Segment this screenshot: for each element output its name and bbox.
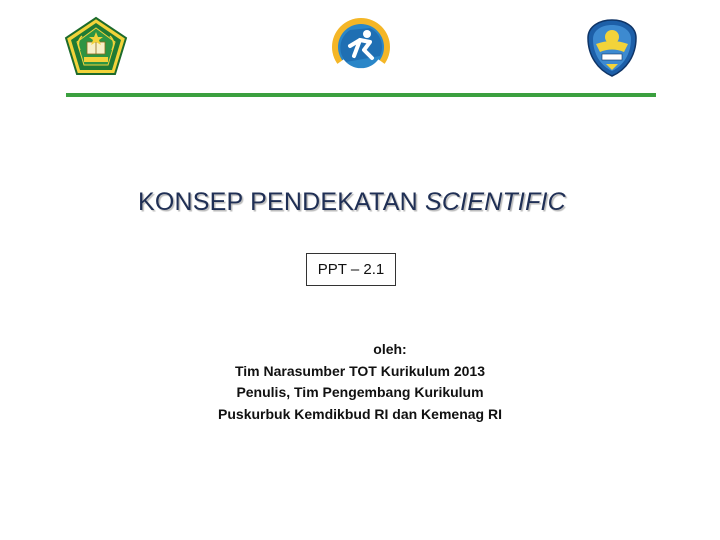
header-divider bbox=[66, 93, 656, 97]
tut-wuri-handayani-icon bbox=[584, 18, 640, 78]
credits-line-1: Tim Narasumber TOT Kurikulum 2013 bbox=[234, 362, 485, 379]
slide-title bbox=[0, 188, 704, 217]
credits-line-3: Puskurbuk Kemdikbud RI dan Kemenag RI bbox=[218, 405, 502, 422]
slide-code: PPT – 2.1 bbox=[317, 261, 385, 278]
credits-line-2: Penulis, Tim Pengembang Kurikulum bbox=[236, 384, 484, 400]
credits-block bbox=[0, 339, 720, 425]
slide-code-box bbox=[306, 253, 396, 286]
running-figure-icon bbox=[330, 16, 392, 78]
pentagon-emblem-icon bbox=[64, 16, 128, 76]
title-italic: SCIENTIFIC bbox=[425, 188, 566, 216]
credits-by: oleh: bbox=[373, 341, 407, 357]
title-main: KONSEP PENDEKATAN bbox=[138, 188, 426, 216]
